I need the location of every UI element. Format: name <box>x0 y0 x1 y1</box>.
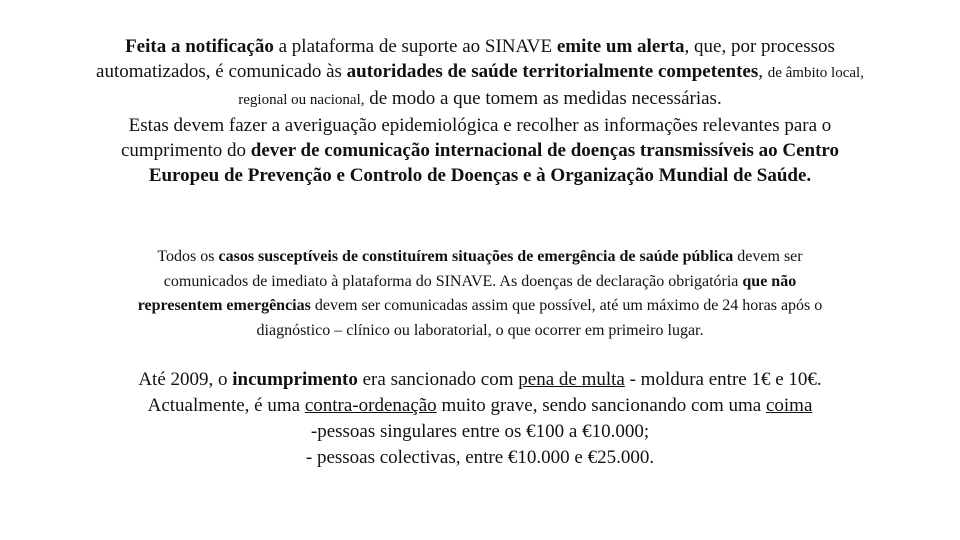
small-text: regional ou nacional, <box>238 92 365 108</box>
text-run: Todos os <box>157 248 219 265</box>
text-run: a plataforma de suporte ao SINAVE <box>273 36 557 57</box>
text-line <box>20 163 940 188</box>
emphasis: que não <box>742 272 797 290</box>
text-line <box>20 393 940 419</box>
emphasis: Feita a notificação <box>125 36 274 57</box>
text-run: devem ser <box>733 248 803 265</box>
text-run: comunicados de imediato à plataforma do SINAVE. As doenças de declaração obrigatória <box>163 272 743 290</box>
text-run: devem ser comunicadas assim que possível, até um máximo de 24 horas após o <box>310 297 823 314</box>
text-run: , <box>758 61 768 82</box>
text-line: - pessoas colectivas, entre €10.000 e €25.000. <box>305 447 655 468</box>
text-run: muito grave, sendo sancionando com uma <box>436 395 766 416</box>
text-line <box>20 34 940 59</box>
paragraph-penalties <box>20 367 940 471</box>
emphasis: autoridades de saúde territorialmente competentes <box>346 61 759 82</box>
emphasis: dever de comunicação internacional de doenças transmissíveis ao Centro <box>250 140 840 161</box>
text-run: automatizados, é comunicado às <box>96 61 347 82</box>
underlined-text: contra-ordenação <box>304 395 437 416</box>
text-run: Actualmente, é uma <box>147 395 305 416</box>
text-line: diagnóstico – clínico ou laboratorial, o que ocorrer em primeiro lugar. <box>256 321 704 339</box>
text-line: -pessoas singulares entre os €100 a €10.000; <box>310 421 650 442</box>
text-line <box>20 138 940 163</box>
emphasis: emite um alerta <box>556 36 685 57</box>
text-line <box>20 59 940 86</box>
underlined-text: pena de multa <box>518 369 625 390</box>
emphasis: casos susceptíveis de constituírem situações de emergência de saúde pública <box>218 248 734 265</box>
paragraph-reporting <box>20 245 940 343</box>
text-line <box>20 86 940 113</box>
emphasis: Europeu de Prevenção e Controlo de Doenças e à Organização Mundial de Saúde. <box>148 165 812 186</box>
text-run: de modo a que tomem as medidas necessárias. <box>364 88 722 109</box>
paragraph-notification <box>20 34 940 188</box>
text-line <box>20 270 940 295</box>
emphasis: representem emergências <box>137 297 311 314</box>
text-line <box>20 245 940 270</box>
text-run: , que, por processos <box>684 36 835 57</box>
text-line: Estas devem fazer a averiguação epidemiológica e recolher as informações relevantes para o <box>128 115 832 136</box>
text-run: era sancionado com <box>357 369 519 390</box>
text-line <box>20 294 940 319</box>
small-text: de âmbito local, <box>767 65 864 81</box>
underlined-text: coima <box>765 395 813 416</box>
text-run: - moldura entre 1€ e 10€. <box>624 369 822 390</box>
text-run: cumprimento do <box>120 140 251 161</box>
emphasis: incumprimento <box>232 369 358 390</box>
text-line <box>20 367 940 393</box>
text-run: Até 2009, o <box>138 369 233 390</box>
